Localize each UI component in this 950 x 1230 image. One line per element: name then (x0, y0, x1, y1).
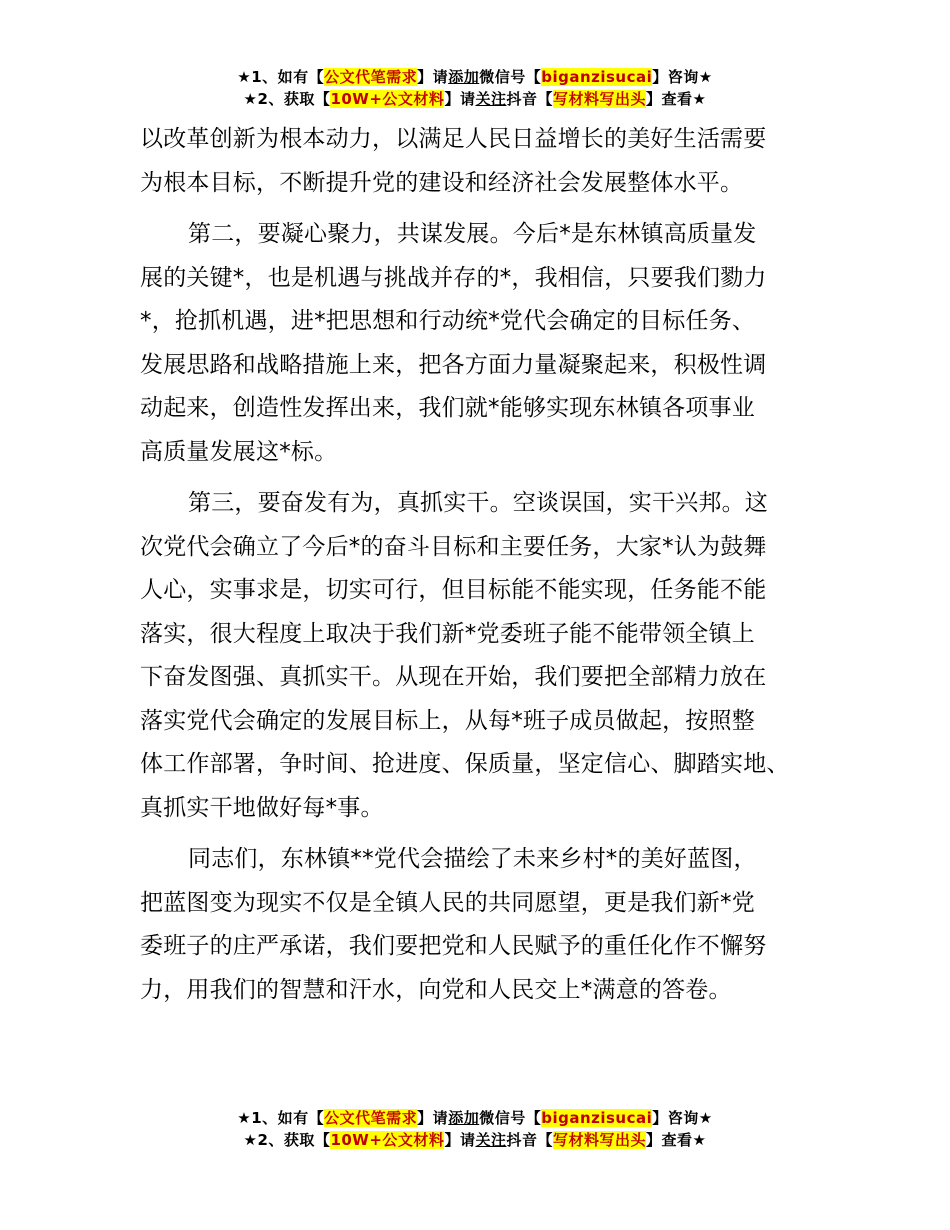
text-line: 把蓝图变为现实不仅是全镇人民的共同愿望，更是我们新*党 (140, 889, 755, 916)
highlight-wechat-id: biganzisucai (541, 68, 653, 86)
banner-line-2 (0, 1129, 950, 1151)
highlight-materials: 10W+公文材料 (330, 1131, 445, 1149)
document-body (140, 118, 820, 1012)
underlined-text: 关注 (475, 90, 507, 108)
highlight-douyin-account: 写材料写出头 (552, 1131, 646, 1149)
text-line: 高质量发展这*标。 (140, 438, 338, 465)
text-line: 发展思路和战略措施上来，把各方面力量凝聚起来，积极性调 (140, 351, 767, 378)
banner-text: 】请 (417, 68, 449, 86)
banner-line-1 (0, 66, 950, 88)
highlight-service: 公文代笔需求 (324, 68, 418, 86)
text-line: 落实，很大程度上取决于我们新*党委班子能不能带领全镇上 (140, 620, 755, 647)
footer-banner (0, 1107, 950, 1151)
text-line: 第三，要奋发有为，真抓实干。空谈误国，实干兴邦。这 (188, 490, 768, 516)
text-line: 第二，要凝心聚力，共谋发展。今后*是东林镇高质量发 (188, 221, 757, 247)
text-line: 委班子的庄严承诺，我们要把党和人民赋予的重任化作不懈努 (140, 933, 767, 959)
underlined-text: 关注 (475, 1131, 507, 1149)
banner-text: 】咨询★ (652, 68, 713, 86)
banner-text: 抖音【 (506, 90, 553, 108)
text-line: 次党代会确立了今后*的奋斗目标和主要任务，大家*认为鼓舞 (140, 533, 767, 560)
banner-text: 微信号【 (479, 68, 542, 86)
banner-text: ★1、如有【 (237, 68, 325, 86)
banner-text: 】查看★ (646, 90, 707, 108)
banner-text: 微信号【 (479, 1109, 542, 1127)
banner-text: ★2、获取【 (243, 1131, 331, 1149)
text-line: 以改革创新为根本动力，以满足人民日益增长的美好生活需要 (140, 126, 767, 152)
text-line: 体工作部署，争时间、抢进度、保质量，坚定信心、脚踏实地、 (140, 751, 790, 777)
text-line: 落实党代会确定的发展目标上，从每*班子成员做起，按照整 (140, 707, 755, 734)
text-line: 展的关键*，也是机遇与挑战并存的*，我相信，只要我们勠力 (140, 264, 767, 291)
banner-text: 】请 (444, 90, 476, 108)
text-line: 为根本目标，不断提升党的建设和经济社会发展整体水平。 (140, 169, 744, 196)
highlight-materials: 10W+公文材料 (330, 90, 445, 108)
banner-text: 】请 (417, 1109, 449, 1127)
banner-line-1 (0, 1107, 950, 1129)
header-banner (0, 66, 950, 110)
highlight-service: 公文代笔需求 (324, 1109, 418, 1127)
highlight-douyin-account: 写材料写出头 (552, 90, 646, 108)
banner-text: ★1、如有【 (237, 1109, 325, 1127)
highlight-wechat-id: biganzisucai (541, 1109, 653, 1127)
underlined-text: 添加 (448, 1109, 480, 1127)
text-line: 下奋发图强、真抓实干。从现在开始，我们要把全部精力放在 (140, 664, 767, 690)
banner-text: ★2、获取【 (243, 90, 331, 108)
underlined-text: 添加 (448, 68, 480, 86)
text-line: 同志们，东林镇**党代会描绘了未来乡村*的美好蓝图， (188, 846, 757, 872)
text-line: 动起来，创造性发挥出来，我们就*能够实现东林镇各项事业 (140, 395, 755, 421)
text-line: 力，用我们的智慧和汗水，向党和人民交上*满意的答卷。 (140, 976, 732, 1003)
banner-line-2 (0, 88, 950, 110)
text-line: 人心，实事求是，切实可行，但目标能不能实现，任务能不能 (140, 577, 767, 603)
banner-text: 】请 (444, 1131, 476, 1149)
banner-text: 抖音【 (506, 1131, 553, 1149)
text-line: 真抓实干地做好每*事。 (140, 794, 384, 821)
banner-text: 】查看★ (646, 1131, 707, 1149)
text-line: *，抢抓机遇，进*把思想和行动统*党代会确定的目标任务、 (140, 308, 756, 334)
banner-text: 】咨询★ (652, 1109, 713, 1127)
